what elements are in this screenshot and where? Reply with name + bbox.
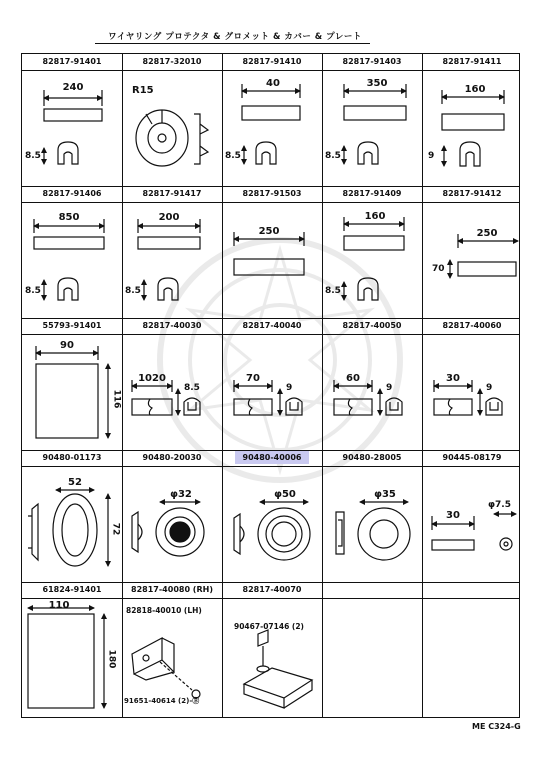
dimension-label: φ7.5	[488, 500, 511, 510]
dimension-label: 116	[111, 389, 122, 409]
part-number: 82817-91403	[342, 57, 402, 66]
sub-part-number: 91651-40614 (2)-Ⓑ	[124, 697, 200, 705]
part-number: 82817-40070	[242, 585, 302, 594]
part-number: 82817-91401	[42, 57, 102, 66]
dimension-label: 350	[366, 78, 388, 89]
parts-drawings	[22, 54, 521, 719]
dimension-label: 8.5	[325, 286, 341, 296]
dimension-label: 8.5	[125, 286, 141, 296]
dimension-label: φ50	[274, 489, 296, 500]
part-number: 90480-28005	[342, 453, 402, 462]
part-number: 82817-91410	[242, 57, 302, 66]
part-number: 90480-01173	[42, 453, 102, 462]
dimension-label: φ32	[170, 489, 192, 500]
dimension-label: 160	[464, 84, 486, 95]
part-number: 82817-91411	[442, 57, 502, 66]
part-number-highlighted[interactable]: 90480-40006	[235, 451, 309, 464]
dimension-label: φ35	[374, 489, 396, 500]
part-number: 82817-91406	[42, 189, 102, 198]
dimension-label: 90	[60, 340, 74, 351]
dimension-label: 110	[48, 600, 70, 611]
dimension-label: 180	[106, 649, 117, 669]
part-number: 82817-32010	[142, 57, 202, 66]
dimension-label: 850	[58, 212, 80, 223]
part-number: 82817-40050	[342, 321, 402, 330]
dimension-label: 8.5	[25, 151, 41, 161]
dimension-label: 60	[346, 373, 360, 384]
dimension-label: 8.5	[225, 151, 241, 161]
part-number: 82817-40060	[442, 321, 502, 330]
part-number: 82817-40040	[242, 321, 302, 330]
dimension-label: 52	[68, 477, 82, 488]
part-number: 82817-91417	[142, 189, 202, 198]
dimension-label: 8.5	[325, 151, 341, 161]
dimension-label: 200	[158, 212, 180, 223]
part-number: 90445-08179	[442, 453, 502, 462]
dimension-label: 30	[446, 373, 460, 384]
sub-part-number: 82818-40010 (LH)	[126, 606, 202, 615]
dimension-label: 40	[266, 78, 280, 89]
dimension-label: 70	[432, 264, 445, 274]
dimension-label: R15	[132, 85, 154, 96]
dimension-label: 160	[364, 211, 386, 222]
dimension-label: 9	[386, 383, 393, 393]
dimension-label: 250	[476, 228, 498, 239]
dimension-label: 8.5	[184, 383, 200, 393]
dimension-label: 9	[428, 151, 435, 161]
part-number: 82817-91412	[442, 189, 502, 198]
part-number: 82817-91503	[242, 189, 302, 198]
part-number: 82817-40080 (RH)	[131, 585, 213, 594]
part-number: 90480-20030	[142, 453, 202, 462]
page-title: ワイヤリング プロテクタ & グロメット & カバー & プレート	[108, 32, 362, 42]
dimension-label: 240	[62, 82, 84, 93]
part-number: 55793-91401	[42, 321, 102, 330]
part-number: 82817-91409	[342, 189, 402, 198]
part-number: 61824-91401	[42, 585, 102, 594]
dimension-label: 30	[446, 510, 460, 521]
parts-table	[21, 53, 520, 718]
dimension-label: 250	[258, 226, 280, 237]
sub-part-number: 90467-07146 (2)	[234, 622, 304, 631]
dimension-label: 9	[486, 383, 493, 393]
title-underline	[95, 43, 370, 44]
dimension-label: 70	[246, 373, 260, 384]
dimension-label: 72	[110, 522, 121, 536]
dimension-label: 8.5	[25, 286, 41, 296]
figure-code: ME C324-G	[472, 722, 521, 731]
part-number: 82817-40030	[142, 321, 202, 330]
dimension-label: 9	[286, 383, 293, 393]
dimension-label: 1020	[138, 373, 166, 384]
